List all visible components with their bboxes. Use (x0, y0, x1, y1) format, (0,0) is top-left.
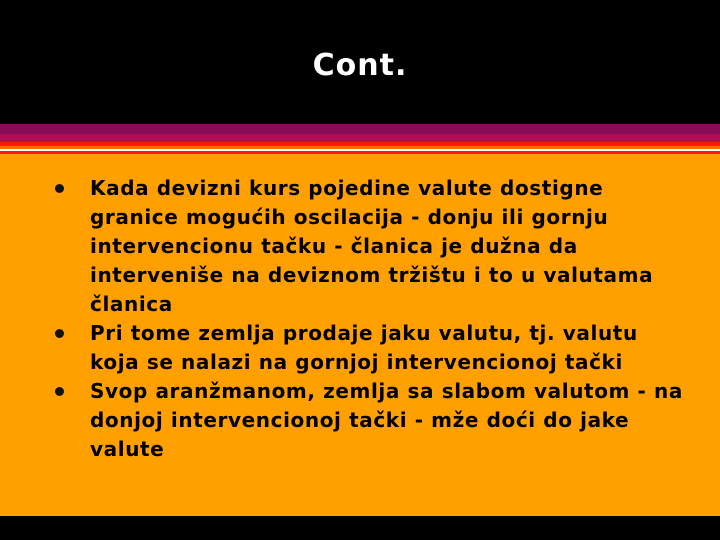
list-item (0, 174, 720, 319)
bullet-list (0, 154, 720, 464)
bullet-text: Svop aranžmanom, zemlja sa slabom valutom - na donjoj intervencionoj tački - mže doći do jake valute (90, 379, 683, 461)
list-item (0, 377, 720, 464)
bullet-text: Pri tome zemlja prodaje jaku valutu, tj. valutu koja se nalazi na gornjoj intervencionoj tački (90, 321, 638, 374)
bullet-text: Kada devizni kurs pojedine valute dostigne granice mogućih oscilacija - donju ili gornju intervencionu tačku - članica je dužna da interveniše na deviznom tržištu i to u valutama članica (90, 176, 654, 316)
bullet-dot-icon (55, 184, 64, 193)
decorative-stripes (0, 124, 720, 154)
slide-title: Cont. (312, 48, 408, 83)
content-area (0, 154, 720, 516)
stripe (0, 124, 720, 134)
bottom-bar (0, 516, 720, 540)
bullet-dot-icon (55, 329, 64, 338)
list-item (0, 319, 720, 377)
stripe (0, 134, 720, 142)
bullet-dot-icon (55, 387, 64, 396)
